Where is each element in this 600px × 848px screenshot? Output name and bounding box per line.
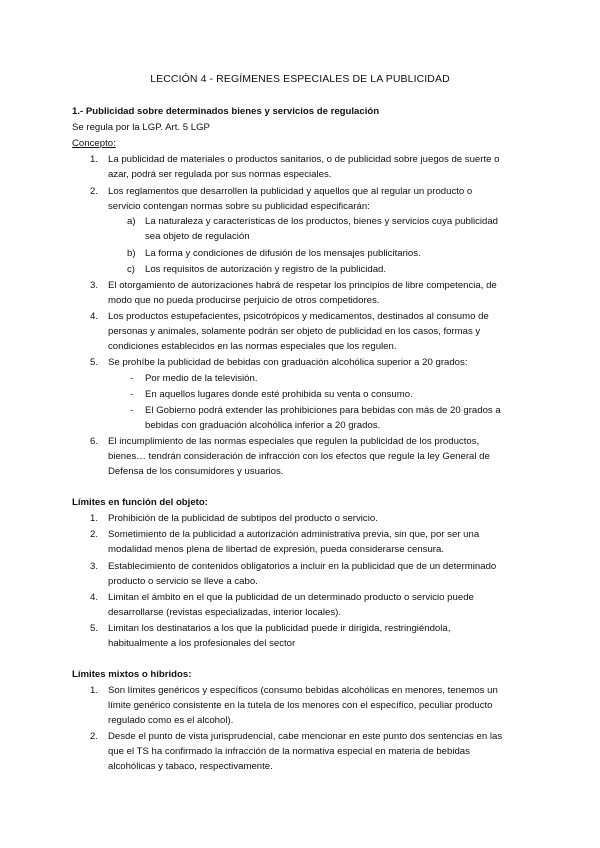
s3-item-2-line: alcohólicas y tabaco, respectivamente. <box>108 761 273 772</box>
s2-item-2-line: Sometimiento de la publicidad a autorización administrativa previa, sin que, por ser una <box>108 529 480 540</box>
s2-item-4-line: Limitan el ámbito en el que la publicidad de un determinado producto o servicio puede <box>108 592 474 603</box>
s2-item-5-number: 5. <box>90 623 99 634</box>
s1-item-1-line: La publicidad de materiales o productos sanitarios, o de publicidad sobre juegos de suerte o <box>108 154 500 165</box>
s1-item-1-line: azar, podrá ser regulada por sus normas especiales. <box>108 169 332 180</box>
s1-sub5-3-line: bebidas con graduación alcohólica inferior a 20 grados. <box>145 420 381 431</box>
s1-sub-a-marker: a) <box>127 216 136 227</box>
s1-item-1-number: 1. <box>90 154 99 165</box>
s1-sub5-3-line: El Gobierno podrá extender las prohibiciones para bebidas con más de 20 grados a <box>145 405 501 416</box>
s3-item-2-number: 2. <box>90 731 99 742</box>
s1-item-6-line: Defensa de los consumidores y usuarios. <box>108 466 284 477</box>
s1-item-3-number: 3. <box>90 280 99 291</box>
s1-item-3-line: modo que no pueda producirse perjuicio de otros competidores. <box>108 295 380 306</box>
s1-sub5-3-marker: - <box>130 405 134 416</box>
s2-item-1-line: Prohibición de la publicidad de subtipos del producto o servicio. <box>108 513 378 524</box>
s1-sub-c-line: Los requisitos de autorización y registro de la publicidad. <box>145 264 387 275</box>
s1-item-3-line: El otorgamiento de autorizaciones habrá de respetar los principios de libre competencia, de <box>108 280 497 291</box>
s2-item-2-line: modalidad menos plena de libertad de expresión, pueda considerarse censura. <box>108 544 444 555</box>
s2-item-1-number: 1. <box>90 513 99 524</box>
s3-item-1-number: 1. <box>90 685 99 696</box>
s1-item-4-line: personas y animales, solamente podrán ser objeto de publicidad en los casos, formas y <box>108 326 481 337</box>
s1-item-2-number: 2. <box>90 186 99 197</box>
s1-item-6-number: 6. <box>90 436 99 447</box>
s2-item-4-number: 4. <box>90 592 99 603</box>
s1-item-4-line: Los productos estupefacientes, psicotrópicos y medicamentos, destinados al consumo de <box>108 311 489 322</box>
s3-item-2-line: que el TS ha confirmado la infracción de la normativa especial en materia de bebidas <box>108 746 470 757</box>
s1-item-5-line: Se prohíbe la publicidad de bebidas con graduación alcohólica superior a 20 grados: <box>108 357 468 368</box>
section-2-heading: Límites en función del objeto: <box>72 497 208 508</box>
s1-sub-b-marker: b) <box>127 248 136 259</box>
s1-sub5-2-line: En aquellos lugares donde esté prohibida su venta o consumo. <box>145 389 413 400</box>
s1-sub5-2-marker: - <box>130 389 134 400</box>
s1-item-4-line: condiciones establecidos en las normas especiales que los regulen. <box>108 341 397 352</box>
s1-sub-b-line: La forma y condiciones de difusión de los mensajes publicitarios. <box>145 248 421 259</box>
s1-item-6-line: El incumplimiento de las normas especiales que regulen la publicidad de los productos, <box>108 436 480 447</box>
s1-sub-a-line: La naturaleza y características de los productos, bienes y servicios cuya publicidad <box>145 216 499 227</box>
s1-item-5-number: 5. <box>90 357 99 368</box>
s1-item-2-line: servicio contengan normas sobre su publicidad especificarán: <box>108 201 370 212</box>
s1-sub-a-line: sea objeto de regulación <box>145 231 250 242</box>
s1-sub5-1-marker: - <box>130 373 134 384</box>
s2-item-4-line: desarrollarse (revistas especializadas, interior locales). <box>108 607 342 618</box>
s2-item-3-line: producto o servicio se lleve a cabo. <box>108 576 258 587</box>
page-title: LECCIÓN 4 - REGÍMENES ESPECIALES DE LA PUBLICIDAD <box>150 73 450 85</box>
s2-item-5-line: habitualmente a los profesionales del sector <box>108 638 296 649</box>
s1-sub5-1-line: Por medio de la televisión. <box>145 373 258 384</box>
s2-item-2-number: 2. <box>90 529 99 540</box>
section-1-intro: Se regula por la LGP. Art. 5 LGP <box>72 122 210 133</box>
section-1-heading: 1.- Publicidad sobre determinados bienes y servicios de regulación <box>72 106 380 117</box>
section-3-heading: Límites mixtos o híbridos: <box>72 669 192 680</box>
s3-item-2-line: Desde el punto de vista jurisprudencial, cabe mencionar en este punto dos sentencias en las <box>108 731 503 742</box>
concepto-label: Concepto: <box>72 138 116 149</box>
s3-item-1-line: regulado como es el alcohol). <box>108 715 234 726</box>
s1-item-2-line: Los reglamentos que desarrollen la publicidad y aquellos que al regular un producto o <box>108 186 473 197</box>
s1-sub-c-marker: c) <box>127 264 135 275</box>
s1-item-6-line: bienes… tendrán consideración de infracción con los efectos que regule la ley General de <box>108 451 490 462</box>
s2-item-3-number: 3. <box>90 561 99 572</box>
s2-item-5-line: Limitan los destinatarios a los que la publicidad puede ir dirigida, restringiéndola, <box>108 623 451 634</box>
s3-item-1-line: límite genérico consistente en la tutela de los menores con el específico, peculiar producto <box>108 700 493 711</box>
s1-item-4-number: 4. <box>90 311 99 322</box>
s3-item-1-line: Son límites genéricos y específicos (consumo bebidas alcohólicas en menores, tenemos un <box>108 685 498 696</box>
s2-item-3-line: Establecimiento de contenidos obligatorios a incluir en la publicidad que de un determinado <box>108 561 497 572</box>
